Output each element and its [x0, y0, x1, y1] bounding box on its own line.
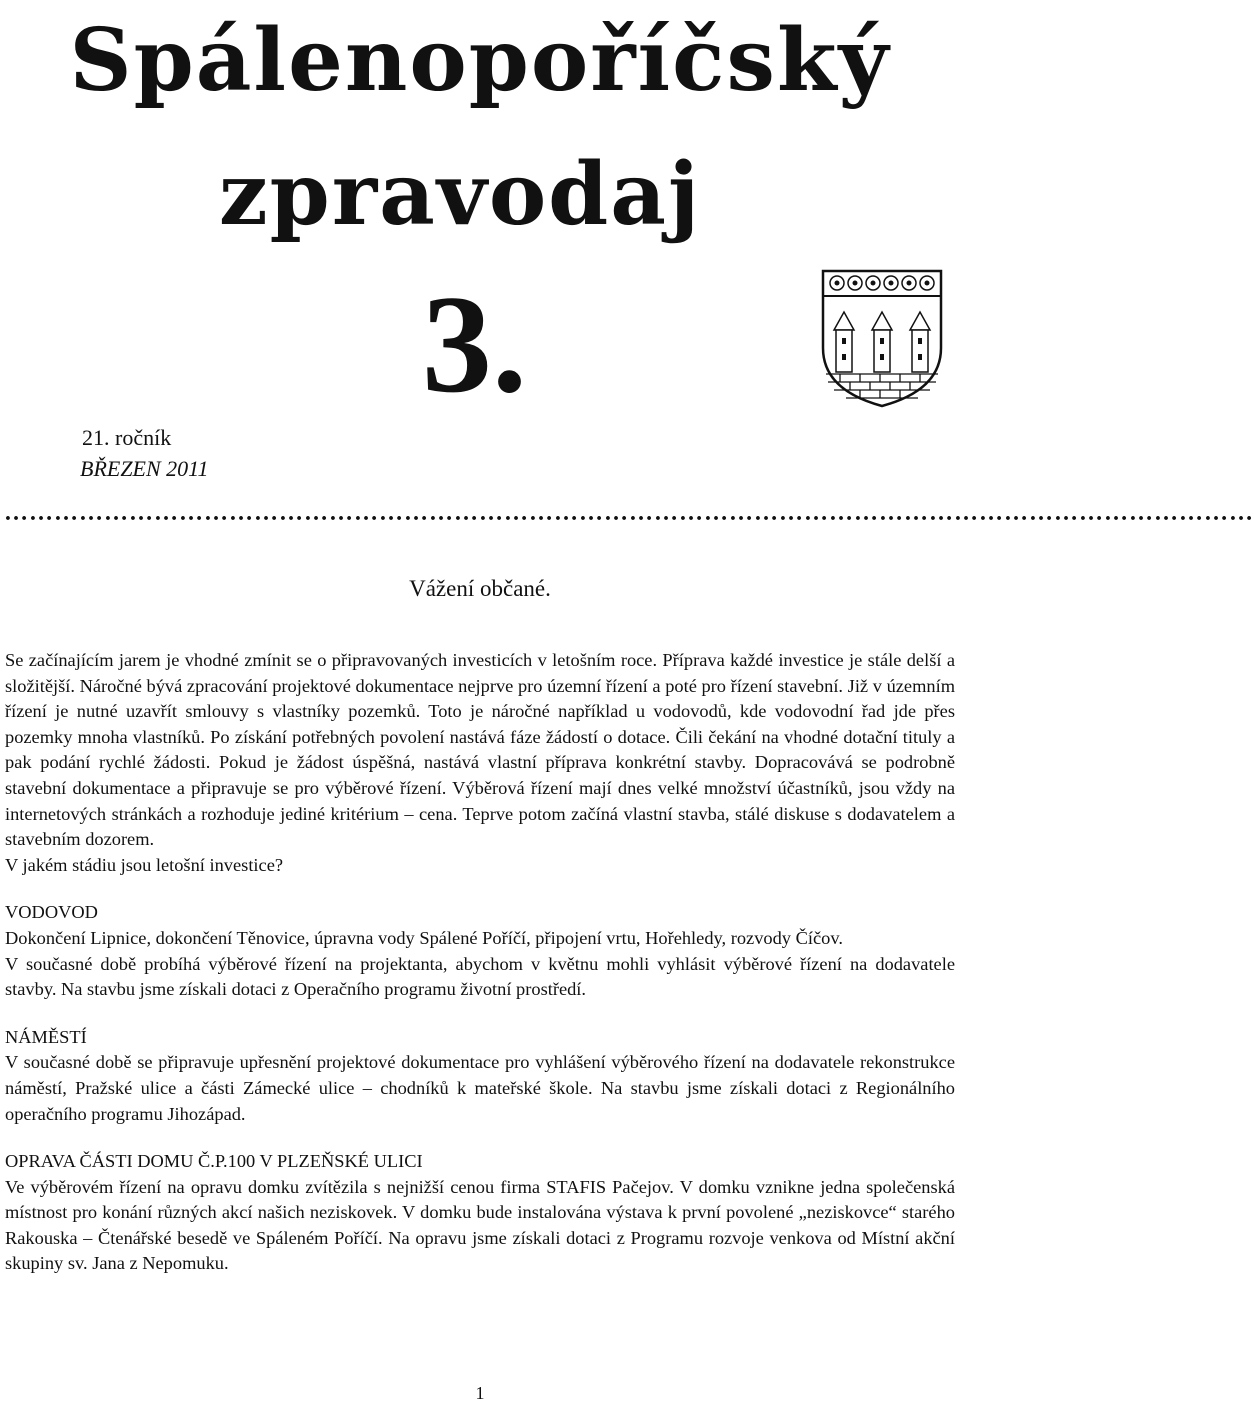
section-paragraph: V současné době se připravuje upřesnění projektové dokumentace pro vyhlášení výběrového řízení na dodavatele rekonstrukce náměstí, Pražské ulice a části Zámecké ulice – chodníků k mateřské škole. Na stavbu jsme získali dotaci z Regionálního operačního programu Jihozápad.	[5, 1052, 955, 1124]
section-heading-oprava-domu: OPRAVA ČÁSTI DOMU Č.P.100 V PLZEŇSKÉ ULICI	[5, 1151, 423, 1172]
issue-date: BŘEZEN 2011	[80, 456, 209, 481]
issue-number: 3.	[422, 267, 527, 422]
masthead-title-line1: Spálenopoříčský	[69, 10, 891, 111]
section-paragraph: Dokončení Lipnice, dokončení Těnovice, úpravna vody Spálené Poříčí, připojení vrtu, Hořehledy, rozvody Číčov.	[5, 927, 843, 948]
section-paragraph: V současné době probíhá výběrové řízení na projektanta, abychom v květnu mohli vyhlásit výběrové řízení na dodavatele stavby. Na stavbu jsme získali dotaci z Operačního programu životní prostředí.	[5, 953, 955, 1000]
greeting: Vážení občané.	[409, 576, 551, 601]
intro-question: V jakém stádiu jsou letošní investice?	[5, 854, 284, 875]
article-body	[5, 648, 955, 1277]
section-heading-namesti: NÁMĚSTÍ	[5, 1026, 87, 1047]
intro-paragraph: Se začínajícím jarem je vhodné zmínit se o připravovaných investicích v letošním roce. Příprava každé investice je stále delší a složitější. Náročné bývá zpracování projektové dokumentace nejprve pro územní řízení a poté pro řízení stavební. Již v územním řízení je nutné uzavřít smlouvy s vlastníky pozemků. Toto je náročné například u vodovodů, kde vodovodní řad jde přes pozemky mnoha vlastníků. Po získání potřebných povolení nastává fáze žádostí o dotace. Čili čekání na vhodné dotační tituly a pak podání rychlé žádosti. Pokud je žádost úspěšná, nastává vlastní příprava konkrétní stavby. Dopracovává se podrobně stavební dokumentace a připravuje se pro výběrové řízení. Výběrová řízení mají dnes velké množství účastníků, jsou vždy na internetových stránkách a rozhoduje jediné kritérium – cena. Teprve potom začíná vlastní stavba, stálé diskuse s dodavatelem a stavebním dozorem.	[5, 650, 955, 850]
dotted-separator: ……………………………………………………………………………………………………………………………………	[4, 500, 1254, 526]
section-paragraph: Ve výběrovém řízení na opravu domku zvítězila s nejnižší cenou firma STAFIS Pačejov. V domku vznikne jedna společenská místnost pro konání různých akcí našich neziskovek. V domku bude instalována výstava k první povolené „neziskovce“ starého Rakouska – Čtenářské besedě ve Spáleném Poříčí. Na opravu jsme získali dotaci z Programu rozvoje venkova od Místní akční skupiny sv. Jana z Nepomuku.	[5, 1176, 955, 1274]
page-number: 1	[475, 1383, 485, 1403]
masthead-title-line2: zpravodaj	[218, 144, 702, 245]
coat-of-arms-icon	[820, 268, 944, 408]
section-heading-vodovod: VODOVOD	[5, 902, 98, 923]
volume-label: 21. ročník	[82, 425, 172, 450]
